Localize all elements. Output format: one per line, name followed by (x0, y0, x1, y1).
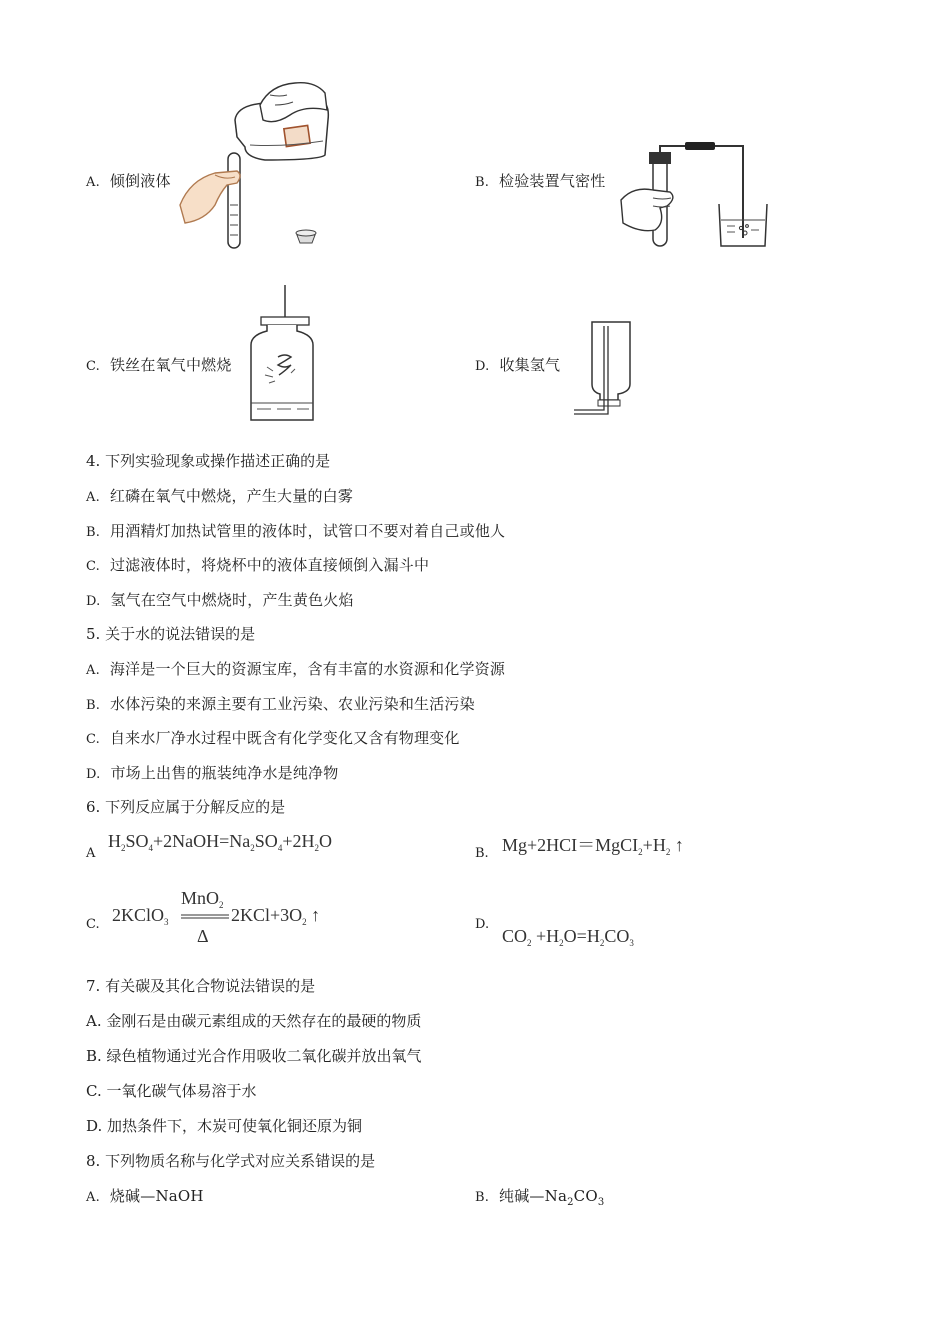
q7-option-c[interactable]: C. 一氧化碳气体易溶于水 (86, 1082, 257, 1100)
option-text: 市场上出售的瓶装纯净水是纯净物 (110, 764, 339, 782)
q4-option-b[interactable] (86, 520, 505, 541)
formula-part: +2NaOH=Na (153, 831, 251, 851)
formula-part: ＝ (577, 835, 596, 855)
option-text: CO (573, 1187, 598, 1205)
option-text: 纯碱—Na (499, 1187, 568, 1205)
question-6-stem: 6. 下列反应属于分解反应的是 (86, 798, 286, 816)
option-text: 铁丝在氧气中燃烧 (109, 356, 232, 374)
option-letter: B. (86, 698, 101, 713)
option-text: 烧碱—NaOH (109, 1187, 204, 1205)
formula-sub: 2 (314, 843, 319, 853)
option-letter: D. (475, 359, 490, 374)
option-text: 检验装置气密性 (499, 172, 606, 190)
option-letter: D. (86, 594, 101, 609)
option-text: 红磷在氧气中燃烧，产生大量的白雾 (109, 487, 354, 505)
option-text: 用酒精灯加热试管里的液体时，试管口不要对着自己或他人 (110, 522, 506, 540)
iron-wire-burning-illustration (245, 285, 315, 425)
option-text: 海洋是一个巨大的资源宝库，含有丰富的水资源和化学资源 (109, 660, 506, 678)
formula-part: O (318, 831, 332, 851)
pouring-liquid-illustration (175, 75, 335, 255)
q6-option-b-formula[interactable] (502, 831, 684, 857)
formula-sub: 3 (164, 917, 169, 927)
formula-sub: 2 (250, 843, 255, 853)
formula-sub: 2 (599, 938, 605, 948)
formula-part: SO (125, 831, 149, 851)
formula-sub: 2 (302, 917, 307, 927)
option-letter: C. (86, 732, 101, 747)
formula-part: 2KClO (112, 905, 165, 925)
option-letter: B. (86, 525, 101, 540)
q5-option-b[interactable] (86, 693, 475, 714)
option-letter: D. (86, 767, 101, 782)
formula-part: +H (531, 926, 560, 946)
option-text: 收集氢气 (499, 356, 561, 374)
q6-option-c-heat-symbol: Δ (197, 926, 209, 946)
q4-option-d[interactable] (86, 589, 354, 610)
formula-part: SO (254, 831, 278, 851)
reaction-double-line (181, 914, 229, 920)
option-letter: B. (475, 1190, 490, 1205)
formula-sub: 2 (121, 843, 126, 853)
formula-part: CO (502, 926, 528, 946)
formula-part: Mg+2HCI (502, 835, 578, 855)
option-text: 倾倒液体 (109, 172, 171, 190)
formula-sub: 2 (665, 847, 671, 857)
option-letter: A. (86, 490, 100, 505)
option-text: 氢气在空气中燃烧时，产生黄色火焰 (110, 591, 354, 609)
q6-option-c-letter: C. (86, 917, 100, 932)
option-letter: A. (86, 175, 100, 190)
formula-part: +H (642, 835, 666, 855)
option-text: 水体污染的来源主要有工业污染、农业污染和生活污染 (110, 695, 475, 713)
option-letter: C. (86, 359, 101, 374)
formula-part: CO (604, 926, 630, 946)
formula-part: +2H (282, 831, 315, 851)
q6-option-c-catalyst (181, 888, 224, 910)
q6-option-a-formula[interactable] (108, 831, 332, 853)
q6-option-c-reactant[interactable] (112, 905, 169, 927)
q6-option-d-letter: D. (475, 917, 490, 932)
q3-option-a[interactable] (86, 170, 171, 191)
q4-option-c[interactable] (86, 554, 429, 575)
q3-option-c[interactable] (86, 354, 232, 375)
formula-sub: 2 (638, 847, 643, 857)
formula-sub: 3 (629, 938, 634, 948)
q7-option-b[interactable]: B. 绿色植物通过光合作用吸收二氧化碳并放出氧气 (86, 1047, 422, 1065)
q6-option-d-formula[interactable] (502, 926, 634, 948)
formula-part: MnO (181, 888, 220, 908)
formula-sub: 2 (219, 900, 224, 910)
formula-part: H (108, 831, 121, 851)
option-text: 自来水厂净水过程中既含有化学变化又含有物理变化 (109, 729, 460, 747)
formula-sub: 2 (567, 1197, 574, 1208)
formula-part: O=H (563, 926, 600, 946)
question-8-stem: 8. 下列物质名称与化学式对应关系错误的是 (86, 1152, 376, 1170)
formula-sub: 4 (277, 843, 283, 853)
q5-option-a[interactable] (86, 658, 505, 679)
q8-option-b[interactable] (475, 1185, 604, 1208)
formula-sub: 4 (148, 843, 154, 853)
option-letter: C. (86, 559, 101, 574)
question-5-stem: 5. 关于水的说法错误的是 (86, 625, 256, 643)
option-letter: A. (86, 1190, 100, 1205)
q6-option-a-letter: A (86, 846, 96, 861)
q4-option-a[interactable] (86, 485, 353, 506)
q3-option-b[interactable] (475, 170, 605, 191)
q5-option-c[interactable] (86, 727, 460, 748)
formula-part: MgCI (595, 835, 639, 855)
q6-option-c-product[interactable] (231, 905, 320, 927)
q7-option-d[interactable]: D. 加热条件下，木炭可使氧化铜还原为铜 (86, 1117, 363, 1135)
hydrogen-collection-illustration (570, 318, 640, 424)
formula-sub: 2 (559, 938, 564, 948)
formula-sub: 2 (527, 938, 532, 948)
question-7-stem: 7. 有关碳及其化合物说法错误的是 (86, 977, 316, 995)
q5-option-d[interactable] (86, 762, 338, 783)
q6-option-b-letter: B. (475, 846, 489, 861)
question-4-stem: 4. 下列实验现象或操作描述正确的是 (86, 452, 331, 470)
option-text: 过滤液体时，将烧杯中的液体直接倾倒入漏斗中 (109, 556, 430, 574)
q7-option-a[interactable]: A. 金刚石是由碳元素组成的天然存在的最硬的物质 (86, 1012, 422, 1030)
q8-option-a[interactable] (86, 1185, 204, 1206)
airtightness-check-illustration (615, 138, 775, 250)
formula-sub: 3 (597, 1197, 605, 1208)
option-letter: A. (86, 663, 100, 678)
option-letter: B. (475, 175, 490, 190)
formula-part: 2KCl+3O (231, 905, 303, 925)
formula-part: ↑ (670, 835, 684, 855)
q3-option-d[interactable] (475, 354, 560, 375)
formula-part: ↑ (306, 905, 321, 925)
